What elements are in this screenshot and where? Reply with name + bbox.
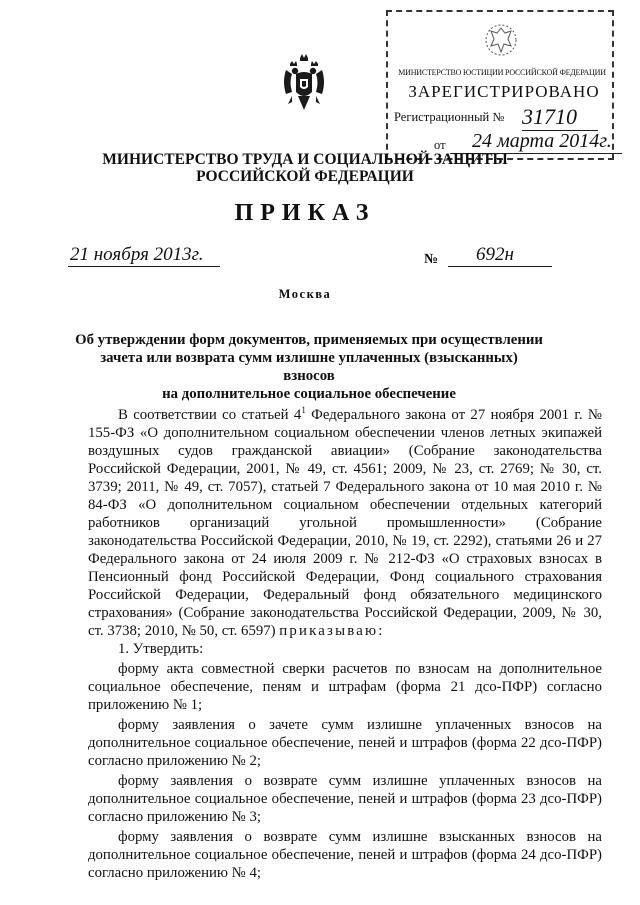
stamp-registered-label: ЗАРЕГИСТРИРОВАНО [408,82,600,101]
eagle-emblem-small-icon [484,20,518,60]
list-item: форму заявления о возврате сумм излишне взысканных взносов на дополнительное социальное обеспечение, пеней и штрафов (форма 24 дсо-ПФР) согласно приложению № 4; [88,829,602,881]
coat-of-arms-icon [280,52,328,116]
preamble-paragraph [88,406,602,640]
stamp-ministry-name: МИНИСТЕРСТВО ЮСТИЦИИ РОССИЙСКОЙ ФЕДЕРАЦИИ [398,68,606,77]
stamp-date-value: 24 марта 2014г. [450,130,622,154]
document-title-line-1: Об утверждении форм документов, применяемых при осуществлении [75,332,543,348]
order-number-label: № [424,252,439,267]
order-word: приказываю: [279,623,385,639]
stamp-regno-value: 31710 [522,104,598,131]
document-title-line-3: на дополнительное социальное обеспечение [162,386,456,402]
approve-clause: 1. Утвердить: [118,641,204,657]
list-item: форму заявления о возврате сумм излишне уплаченных взносов на дополнительное социальное обеспечение, пеней и штрафов (форма 23 дсо-ПФР) согласно приложению № 3; [88,773,602,825]
ministry-line-1: МИНИСТЕРСТВО ТРУДА И СОЦИАЛЬНОЙ ЗАЩИТЫ [102,151,508,168]
order-date: 21 ноября 2013г. [68,244,220,267]
order-title: ПРИКАЗ [234,200,376,226]
preamble-text: Федерального закона от 27 ноября 2001 г. № 155-ФЗ «О дополнительном социальном обеспечении членов летных экипажей воздушных судов гражданской авиации» (Собрание законодательства Российской Федерации, 2001, № 49, ст. 4561; 2009, № 23, ст. 2769; № 30, ст. 3739; 2011, № 49, ст. 7057), статьей 7 Федерального закона от 10 мая 2010 г. № 84-ФЗ «О дополнительном социальном обеспечении отдельных категорий работников организаций угольной промышленности» (Собрание законодательства Российской Федерации, 2010, № 19, ст. 2292), статьями 26 и 27 Федерального закона от 24 июля 2009 г. № 212-ФЗ «О страховых взносах в Пенсионный фонд Российской Федерации, Фонд социального страхования Российской Федерации, Федеральный фонд обязательного медицинского страхования» (Собрание законодательства Российской Федерации, 2009, № 30, ст. 3738; 2010, № 50, ст. 6597) [88,407,602,639]
article-superscript: 1 [301,405,306,416]
ministry-header [60,151,550,185]
order-number: 692н [448,244,552,267]
stamp-date-prefix: от [434,138,446,152]
city: Москва [278,287,332,301]
list-item: форму заявления о зачете сумм излишне уплаченных взносов на дополнительное социальное обеспечение, пеней и штрафов (форма 22 дсо-ПФР) согласно приложению № 2; [88,717,602,769]
stamp-regno-label: Регистрационный № [394,110,505,124]
list-item: форму акта совместной сверки расчетов по взносам на дополнительное социальное обеспечение, пеням и штрафам (форма 21 дсо-ПФР) согласно приложению № 1; [88,661,602,713]
preamble-start: В соответствии со статьей 4 [118,407,302,423]
ministry-line-2: РОССИЙСКОЙ ФЕДЕРАЦИИ [196,168,414,185]
document-body [88,406,602,882]
document-title-line-2: зачета или возврата сумм излишне уплаченных (взысканных) взносов [100,350,518,384]
registration-stamp [386,10,614,160]
document-title [74,331,544,403]
